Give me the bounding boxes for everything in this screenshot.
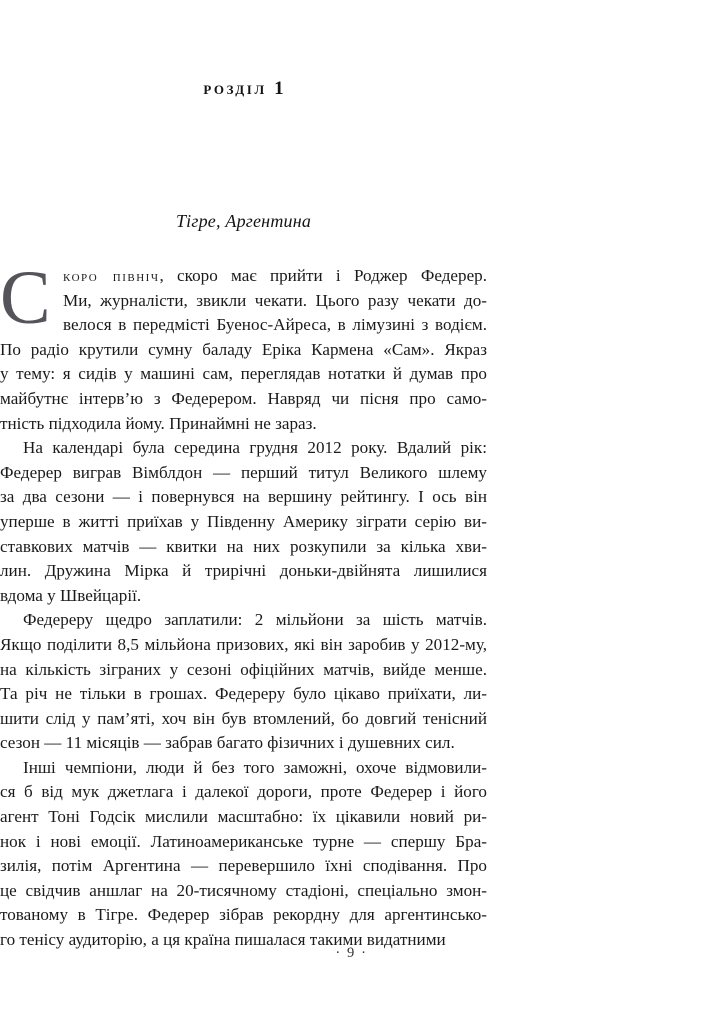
body-copy: [0, 256, 488, 953]
paragraph-3-line-2: Якщо поділити 8,5 мільйона призових, які він заробив у 2012-му,: [0, 634, 487, 654]
paragraph-4-line-5: зилія, потім Аргентина — перевершило їхні сподівання. Про: [0, 856, 487, 876]
paragraph-3-line-5: шити слід у пам’яті, хоч він був втомлений, бо довгий тенісний: [0, 708, 487, 728]
paragraph-4-line-1: Інші чемпіони, люди й без того заможні, охоче відмовили-: [23, 757, 487, 777]
paragraph-3-line-3: на кількість зіграних у сезоні офіційних матчів, вийде менше.: [0, 659, 487, 679]
paragraph-2-line-6: лин. Дружина Мірка й трирічні доньки-двійнята лишилися: [0, 561, 487, 581]
paragraph-4-line-7: тованому в Тігре. Федерер зібрав рекордну для аргентинсько-: [0, 905, 487, 925]
chapter-heading-label: розділ: [203, 78, 267, 99]
paragraph-3-line-4: Та річ не тільки в грошах. Федереру було цікаво приїхати, ли-: [0, 684, 487, 704]
paragraph-1-line-4: По радіо крутили сумну баладу Еріка Кармена «Сам». Якраз: [0, 339, 487, 359]
paragraph-4-line-8: го тенісу аудиторію, а ця країна пишалася такими видатними: [0, 930, 446, 950]
drop-cap: С: [0, 256, 51, 340]
paragraph-1-line-7: тність підходила йому. Принаймні не зараз.: [0, 413, 317, 433]
paragraph-2-line-1: На календарі була середина грудня 2012 року. Вдалий рік:: [23, 438, 487, 458]
paragraph-4-line-4: нок і нові емоції. Латиноамериканське турне — спершу Бра-: [0, 831, 487, 851]
paragraph-2-line-3: за два сезони — і повернувся на вершину рейтингу. І ось він: [0, 487, 487, 507]
paragraph-1-line-6: майбутнє інтерв’ю з Федерером. Навряд чи пісня про само-: [0, 388, 487, 408]
paragraph-2: [0, 436, 487, 608]
opening-small-caps: коро північ: [63, 266, 160, 285]
paragraph-2-line-4: уперше в житті приїхав у Південну Америку зіграти серію ви-: [0, 511, 487, 531]
paragraph-3-line-1: Федереру щедро заплатили: 2 мільйони за шість матчів.: [23, 610, 487, 630]
paragraph-4: [0, 756, 487, 953]
paragraph-4-line-2: ся б від мук джетлага і далекої дороги, проте Федерер і його: [0, 782, 487, 802]
paragraph-4-line-6: це свідчив аншлаг на 20-тисячному стадіоні, спеціально змон-: [0, 880, 487, 900]
chapter-number: 1: [274, 78, 284, 99]
paragraph-4-line-3: агент Тоні Годсік мислили масштабно: їх цікавили новий ри-: [0, 807, 487, 827]
paragraph-1-line-2: Ми, журналісти, звикли чекати. Цього разу чекати до-: [63, 290, 487, 310]
paragraph-2-line-7: вдома у Швейцарії.: [0, 585, 142, 605]
paragraph-2-line-2: Федерер виграв Вімблдон — перший титул Великого шлему: [0, 462, 487, 482]
page-number: · 9 ·: [335, 945, 368, 961]
paragraph-2-line-5: ставкових матчів — квитки на них розкупили за кілька хви-: [0, 536, 487, 556]
paragraph-3: [0, 608, 487, 756]
paragraph-1-line-1: , скоро має прийти і Роджер Федерер.: [159, 266, 488, 285]
location-heading: Тігре, Аргентина: [175, 211, 312, 231]
chapter-heading: [0, 78, 487, 101]
paragraph-1-line-5: у тему: я сидів у машині сам, переглядав нотатки й думав про: [0, 364, 487, 384]
paragraph-1-line-3: велося в передмісті Буенос-Айреса, в лімузині з водієм.: [63, 315, 487, 335]
paragraph-1: [0, 256, 488, 436]
paragraph-3-line-6: сезон — 11 місяців — забрав багато фізичних і душевних сил.: [0, 733, 455, 753]
